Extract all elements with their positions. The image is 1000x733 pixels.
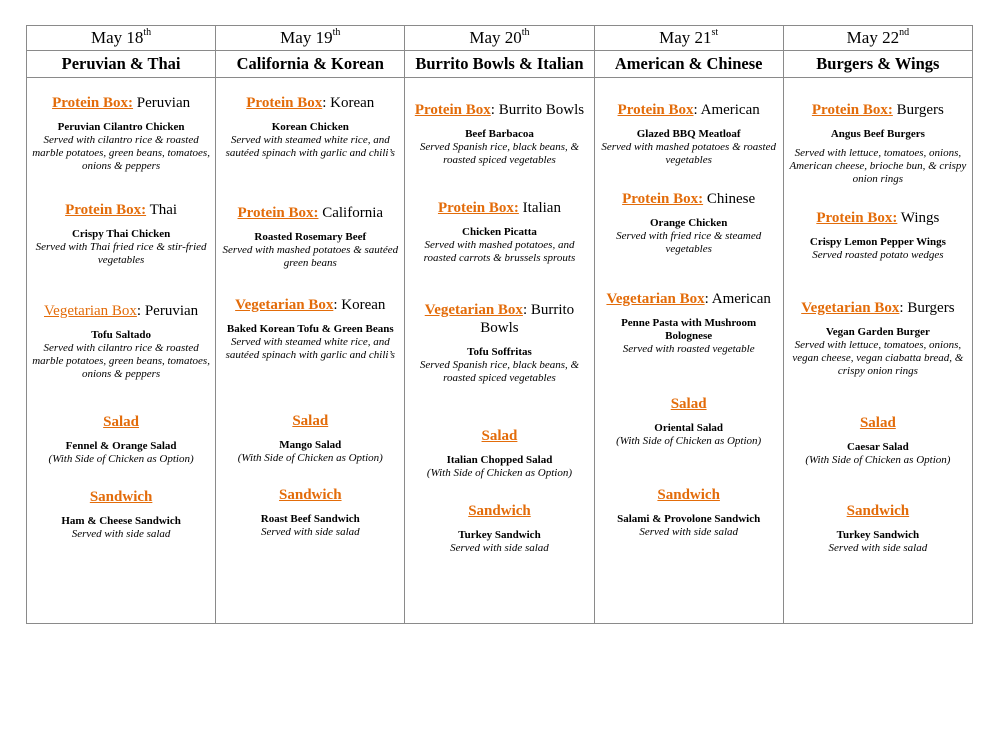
dish-description: Served with Thai fried rice & stir-fried vegetables [35, 241, 207, 266]
section-heading [31, 302, 211, 320]
dish-description: Served with side salad [71, 528, 171, 540]
dish-name: Orange Chicken [650, 217, 728, 229]
day-column [216, 78, 405, 624]
section-label: Vegetarian Box [606, 291, 705, 307]
dish-description: (With Side of Chicken as Option) [426, 467, 573, 479]
dish-name: Crispy Thai Chicken [71, 228, 171, 240]
section-label: Sandwich [89, 489, 153, 505]
section-cuisine: Wings [897, 210, 940, 226]
dish-name: Roasted Rosemary Beef [254, 231, 367, 243]
section-heading [409, 502, 589, 520]
weekly-menu-table [26, 25, 973, 624]
section-cuisine: Italian [518, 200, 561, 216]
section-cuisine: : Burrito Bowls [490, 102, 585, 118]
dish-name: Caesar Salad [846, 441, 909, 453]
menu-section [788, 414, 968, 467]
section-label: Protein Box: [437, 200, 519, 216]
section-cuisine: Peruvian [133, 95, 191, 111]
menu-section [31, 488, 211, 541]
section-label: Sandwich [846, 503, 910, 519]
menu-section [409, 101, 589, 167]
section-label: Vegetarian Box [235, 297, 334, 313]
menu-section [409, 199, 589, 265]
section-heading [31, 488, 211, 506]
dish-name: Glazed BBQ Meatloaf [636, 128, 741, 140]
dish-name: Ham & Cheese Sandwich [61, 515, 181, 527]
section-cuisine: : Burrito Bowls [480, 302, 575, 336]
dish-name: Peruvian Cilantro Chicken [57, 121, 185, 133]
date-text: May 20 [469, 28, 522, 47]
dish-name: Turkey Sandwich [836, 529, 920, 541]
section-label: Sandwich [657, 487, 720, 503]
section-label: Protein Box: [65, 202, 147, 218]
dish-description: Served with mashed potatoes & sautéed green beans [222, 244, 399, 269]
dates-row [27, 26, 973, 51]
menu-section [31, 413, 211, 466]
theme-cell: Burrito Bowls & Italian [405, 51, 594, 78]
dish-description: Served Spanish rice, black beans, & roasted spiced vegetables [419, 359, 580, 384]
section-label: Salad [481, 428, 518, 444]
menu-section [599, 190, 779, 256]
dish-name: Turkey Sandwich [458, 529, 541, 541]
menu-section [409, 427, 589, 480]
themes-row [27, 51, 973, 78]
section-label: Sandwich [468, 503, 531, 519]
section-cuisine: : Peruvian [136, 303, 199, 319]
section-heading [599, 395, 779, 413]
dish-description: Served with lettuce, tomatoes, onions, vegan cheese, vegan ciabatta bread, & crispy onion rings [792, 339, 964, 377]
date-suffix: th [521, 27, 530, 38]
section-heading [788, 414, 968, 432]
dish-name: Baked Korean Tofu & Green Beans [226, 323, 394, 335]
section-heading [220, 94, 400, 112]
section-heading [599, 190, 779, 208]
dish-description: Served with steamed white rice, and sautéed spinach with garlic and chili’s [225, 134, 395, 159]
dish-description: (With Side of Chicken as Option) [237, 452, 383, 464]
section-label: Sandwich [279, 487, 342, 503]
section-heading [31, 201, 211, 219]
menu-section [220, 486, 400, 539]
menu-section [599, 395, 779, 448]
dish-name: Chicken Picatta [462, 226, 537, 238]
dish-description: Served with cilantro rice & roasted marble potatoes, green beans, tomatoes, onions & peppers [32, 134, 210, 172]
dish-description: Served Spanish rice, black beans, & roasted spiced vegetables [419, 141, 580, 166]
menu-section [788, 209, 968, 262]
dish-description: Served with cilantro rice & roasted marble potatoes, green beans, tomatoes, onions & peppers [32, 342, 210, 380]
menu-section [220, 94, 400, 160]
dish-name: Vegan Garden Burger [825, 326, 930, 338]
dish-name: Beef Barbacoa [465, 128, 534, 140]
section-cuisine: Burgers [892, 102, 944, 118]
content-row [27, 78, 973, 624]
dish-description: Served with mashed potatoes, and roasted carrots & brussels sprouts [423, 239, 576, 264]
menu-section [409, 502, 589, 555]
menu-section [599, 290, 779, 356]
section-label: Protein Box [414, 102, 491, 118]
date-suffix: st [711, 27, 719, 38]
section-heading [220, 204, 400, 222]
dish-description: Served with side salad [828, 542, 928, 554]
dish-description: Served with mashed potatoes & roasted vegetables [601, 141, 776, 166]
dish-name: Korean Chicken [271, 121, 349, 133]
menu-section [220, 204, 400, 270]
date-suffix: th [143, 27, 152, 38]
section-heading [31, 94, 211, 112]
dish-description: Served with side salad [450, 542, 549, 554]
date-text: May 18 [90, 28, 144, 47]
section-label: Salad [670, 396, 707, 412]
date-suffix: th [332, 27, 341, 38]
dish-name: Tofu Saltado [91, 329, 151, 341]
dish-description: Served with fried rice & steamed vegetables [616, 230, 762, 255]
date-text: May 19 [280, 28, 333, 47]
section-label: Protein Box [246, 95, 323, 111]
dish-description: Served with side salad [639, 526, 738, 538]
dish-name: Salami & Provolone Sandwich [617, 513, 761, 525]
section-label: Salad [859, 415, 896, 431]
section-heading [788, 299, 968, 317]
dish-description: (With Side of Chicken as Option) [805, 454, 951, 466]
menu-section [220, 412, 400, 465]
section-heading [220, 412, 400, 430]
day-column [594, 78, 783, 624]
section-heading [788, 209, 968, 227]
day-column [783, 78, 972, 624]
section-cuisine: Thai [146, 202, 178, 218]
section-cuisine: : American [704, 291, 771, 307]
menu-section [31, 201, 211, 267]
dish-name: Angus Beef Burgers [830, 128, 925, 140]
dish-name: Oriental Salad [654, 422, 724, 434]
menu-section [788, 502, 968, 555]
section-heading [599, 486, 779, 504]
section-label: Salad [292, 413, 329, 429]
dish-description: Served roasted potato wedges [812, 249, 944, 261]
date-cell [594, 26, 783, 51]
dish-description: Served with roasted vegetable [622, 343, 755, 355]
section-heading [409, 101, 589, 119]
section-label: Vegetarian Box [424, 302, 523, 318]
theme-cell: Peruvian & Thai [27, 51, 216, 78]
section-heading [409, 301, 589, 337]
section-label: Vegetarian Box [801, 300, 900, 316]
section-label: Protein Box: [237, 205, 319, 221]
date-cell [783, 26, 972, 51]
dish-name: Tofu Soffritas [467, 346, 532, 358]
section-cuisine: : Korean [333, 297, 386, 313]
dish-name: Italian Chopped Salad [446, 454, 553, 466]
menu-section [31, 302, 211, 381]
section-heading [599, 290, 779, 308]
section-cuisine: : Burgers [899, 300, 955, 316]
date-cell [405, 26, 594, 51]
dish-description: (With Side of Chicken as Option) [48, 453, 194, 465]
menu-section [220, 296, 400, 362]
date-text: May 22 [846, 28, 900, 47]
section-heading [409, 427, 589, 445]
section-cuisine: Chinese [703, 191, 756, 207]
theme-cell: American & Chinese [594, 51, 783, 78]
dish-description: (With Side of Chicken as Option) [616, 435, 762, 447]
dish-name: Roast Beef Sandwich [260, 513, 360, 525]
menu-section [599, 101, 779, 167]
menu-section [31, 94, 211, 173]
dish-name: Crispy Lemon Pepper Wings [809, 236, 946, 248]
section-label: Protein Box [617, 102, 694, 118]
menu-section [409, 301, 589, 385]
date-cell [27, 26, 216, 51]
section-label: Protein Box: [622, 191, 704, 207]
dish-name: Fennel & Orange Salad [65, 440, 177, 452]
menu-section [788, 299, 968, 378]
section-cuisine: : American [693, 102, 760, 118]
section-label: Salad [103, 414, 140, 430]
section-heading [788, 101, 968, 119]
dish-name: Penne Pasta with Mushroom Bolognese [621, 317, 757, 342]
section-cuisine: California [318, 205, 384, 221]
section-cuisine: : Korean [322, 95, 375, 111]
section-heading [409, 199, 589, 217]
section-label: Protein Box: [811, 102, 893, 118]
section-heading [220, 296, 400, 314]
section-label: Vegetarian Box [44, 303, 137, 319]
dish-description: Served with lettuce, tomatoes, onions, American cheese, brioche bun, & crispy onion rings [789, 147, 967, 185]
date-text: May 21 [659, 28, 712, 47]
section-heading [31, 413, 211, 431]
dish-description: Served with steamed white rice, and sautéed spinach with garlic and chili’s [225, 336, 395, 361]
date-cell [216, 26, 405, 51]
day-column [27, 78, 216, 624]
theme-cell: Burgers & Wings [783, 51, 972, 78]
section-label: Protein Box: [52, 95, 134, 111]
section-label: Protein Box: [816, 210, 898, 226]
section-heading [788, 502, 968, 520]
menu-section [599, 486, 779, 539]
date-suffix: nd [899, 27, 910, 38]
section-heading [599, 101, 779, 119]
section-heading [220, 486, 400, 504]
dish-description: Served with side salad [260, 526, 360, 538]
day-column [405, 78, 594, 624]
dish-name: Mango Salad [279, 439, 342, 451]
theme-cell: California & Korean [216, 51, 405, 78]
menu-section [788, 101, 968, 186]
